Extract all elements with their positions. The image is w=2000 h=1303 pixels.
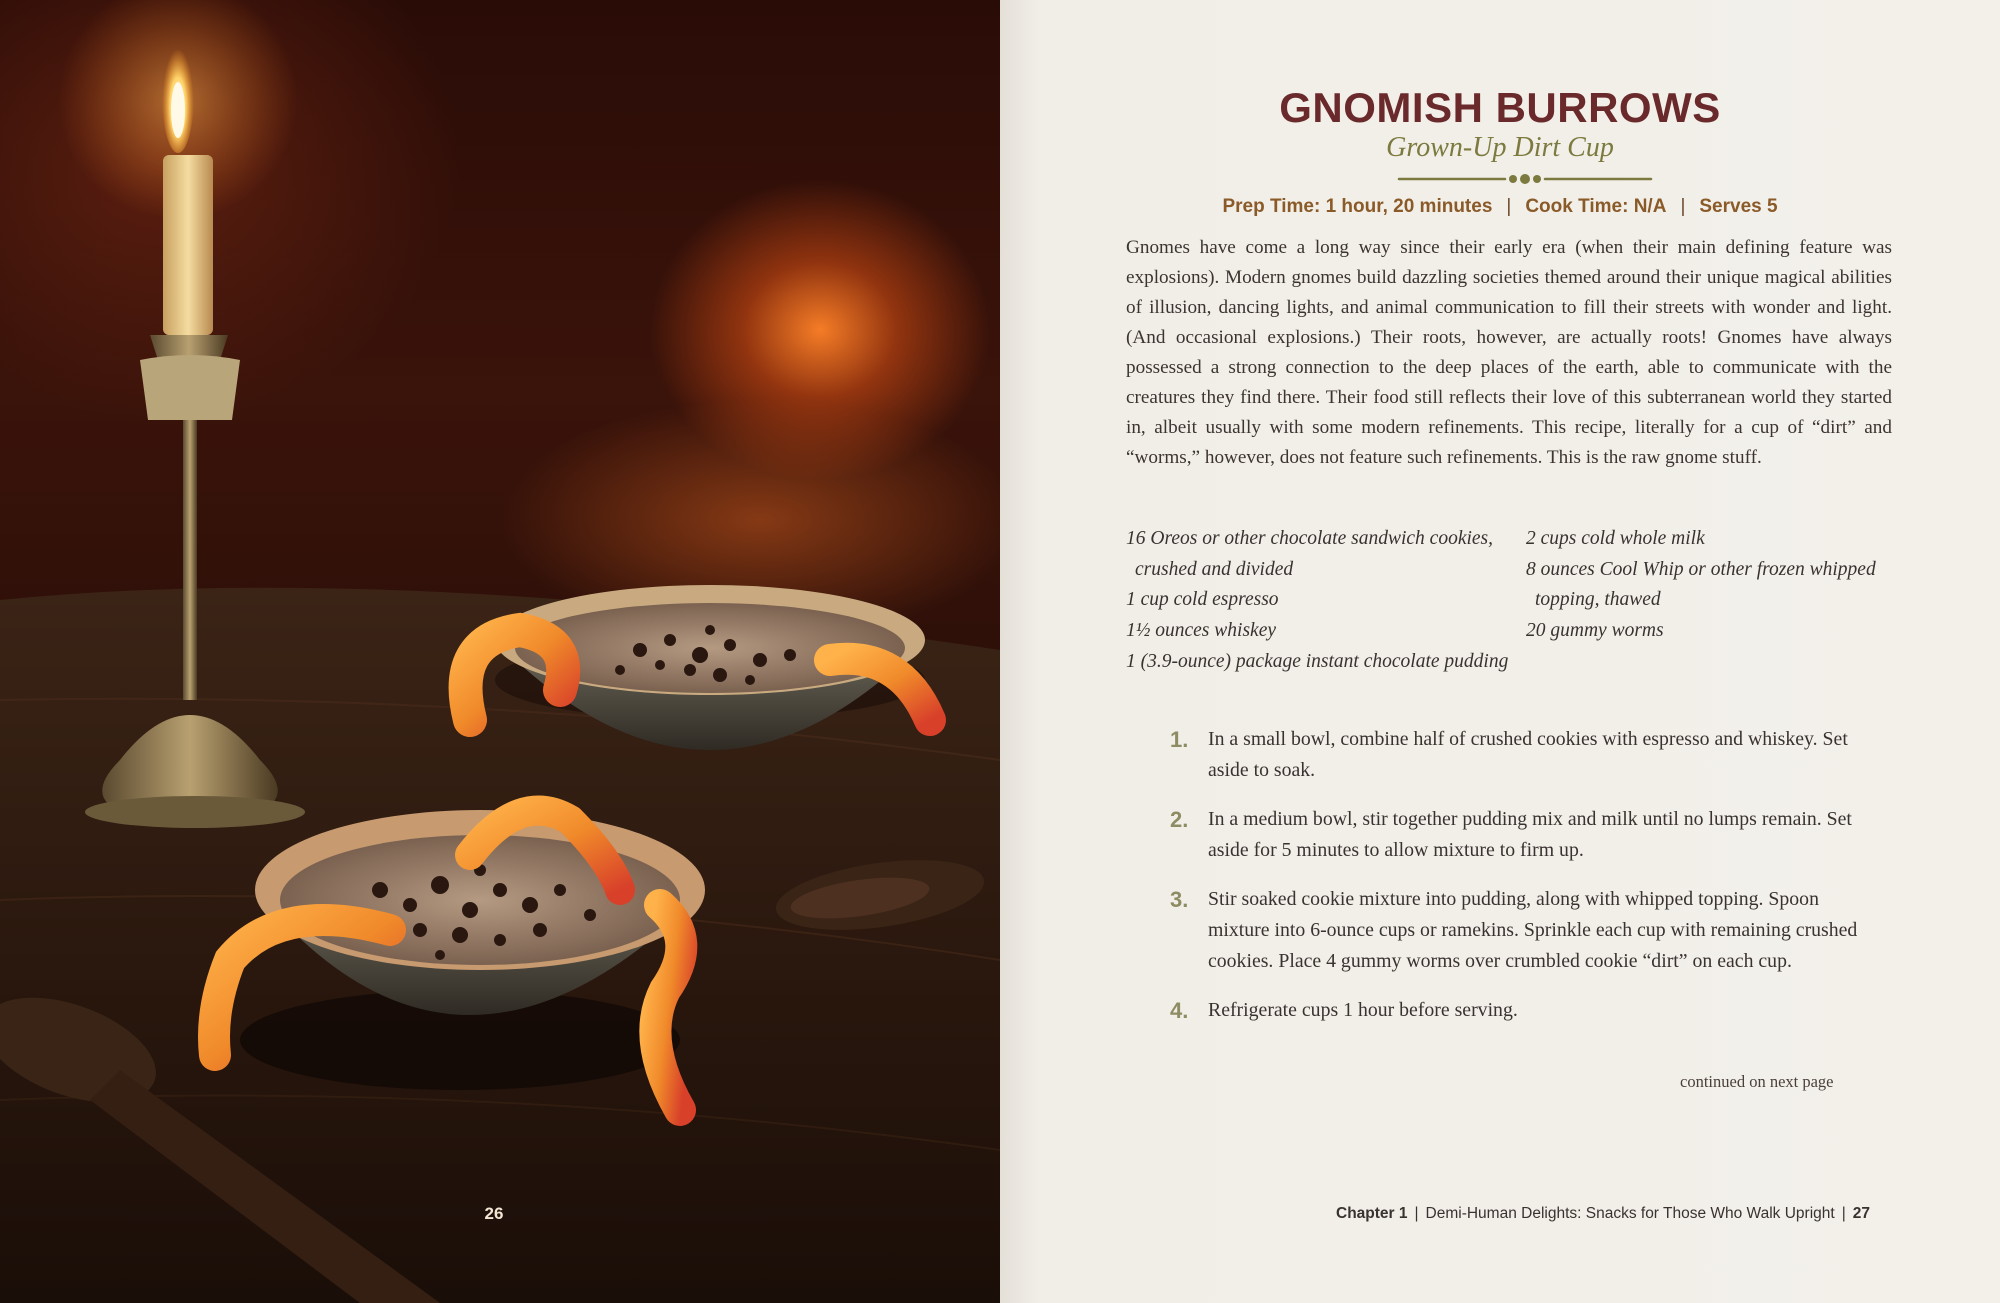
ingredient-item: 2 cups cold whole milk xyxy=(1526,528,1705,549)
ornament-divider-icon xyxy=(1395,172,1655,186)
meta-separator: | xyxy=(1506,196,1512,217)
footer-separator: | xyxy=(1841,1205,1846,1222)
recipe-title: GNOMISH BURROWS xyxy=(1279,84,1721,131)
ingredient-item: 20 gummy worms xyxy=(1526,620,1664,642)
ingredient-item: 1 (3.9-ounce) package instant chocolate pudding xyxy=(1126,650,1509,672)
page-footer xyxy=(1336,1205,1870,1223)
step-number: 3. xyxy=(1170,887,1189,912)
recipe-intro: Gnomes have come a long way since their early era (when their main defining feature was explosions). Modern gnomes build dazzling societies themed around their unique magical abilities of illusion, dancing lights, and animal communication to fill their streets with wonder and light. (And occasional explosions.) Their roots, however, are actually roots! Gnomes have always possessed a strong connection to the deep places of the earth, able to communicate with the creatures they find there. Their food still reflects their love of this subterranean world they started in, albeit usually with some modern refinements. This recipe, literally for a cup of “dirt” and “worms,” however, does not feature such refinements. This is the raw gnome stuff. xyxy=(1126,237,1892,468)
instruction-step xyxy=(1170,884,1880,977)
recipe-meta xyxy=(1000,196,2000,218)
continued-note: continued on next page xyxy=(1680,1072,1834,1091)
instruction-step xyxy=(1170,995,1880,1026)
step-text: Refrigerate cups 1 hour before serving. xyxy=(1208,999,1518,1021)
footer-separator: | xyxy=(1414,1205,1419,1222)
ingredient-item: 8 ounces Cool Whip or other frozen whipped topping, thawed xyxy=(1526,558,1876,611)
servings: Serves 5 xyxy=(1699,196,1778,217)
step-text: In a medium bowl, stir together pudding mix and milk until no lumps remain. Set aside for 5 minutes to allow mixture to firm up. xyxy=(1208,808,1852,861)
ingredient-item: 16 Oreos or other chocolate sandwich cookies, crushed and divided xyxy=(1126,528,1494,580)
recipe-subtitle: Grown-Up Dirt Cup xyxy=(1386,132,1614,163)
step-number: 4. xyxy=(1170,998,1189,1023)
instruction-step xyxy=(1170,724,1880,786)
step-number: 2. xyxy=(1170,807,1189,832)
chapter-label: Chapter 1 xyxy=(1336,1205,1408,1222)
meta-separator: | xyxy=(1680,196,1686,217)
page-number-left: 26 xyxy=(484,1204,504,1223)
ingredients-list-right xyxy=(1526,524,1926,647)
cook-time: Cook Time: N/A xyxy=(1525,196,1667,217)
step-text: In a small bowl, combine half of crushed cookies with espresso and whiskey. Set aside to soak. xyxy=(1208,728,1848,781)
ingredient-item: 1 cup cold espresso xyxy=(1126,589,1279,611)
page-number-right: 27 xyxy=(1852,1205,1870,1222)
instruction-step xyxy=(1170,804,1880,866)
ingredients-list-left xyxy=(1126,524,1526,678)
step-number: 1. xyxy=(1170,727,1189,752)
recipe-page xyxy=(1000,0,2000,1303)
chapter-title: Demi-Human Delights: Snacks for Those Who Walk Upright xyxy=(1425,1205,1835,1222)
prep-time: Prep Time: 1 hour, 20 minutes xyxy=(1222,196,1493,217)
instructions-list xyxy=(1170,724,1880,1026)
ingredient-item: 1½ ounces whiskey xyxy=(1126,620,1277,642)
step-text: Stir soaked cookie mixture into pudding, along with whipped topping. Spoon mixture into 6-ounce cups or ramekins. Sprinkle each cup with remaining crushed cookies. Place 4 gummy worms over crumbled cookie “dirt” on each cup. xyxy=(1208,888,1858,972)
